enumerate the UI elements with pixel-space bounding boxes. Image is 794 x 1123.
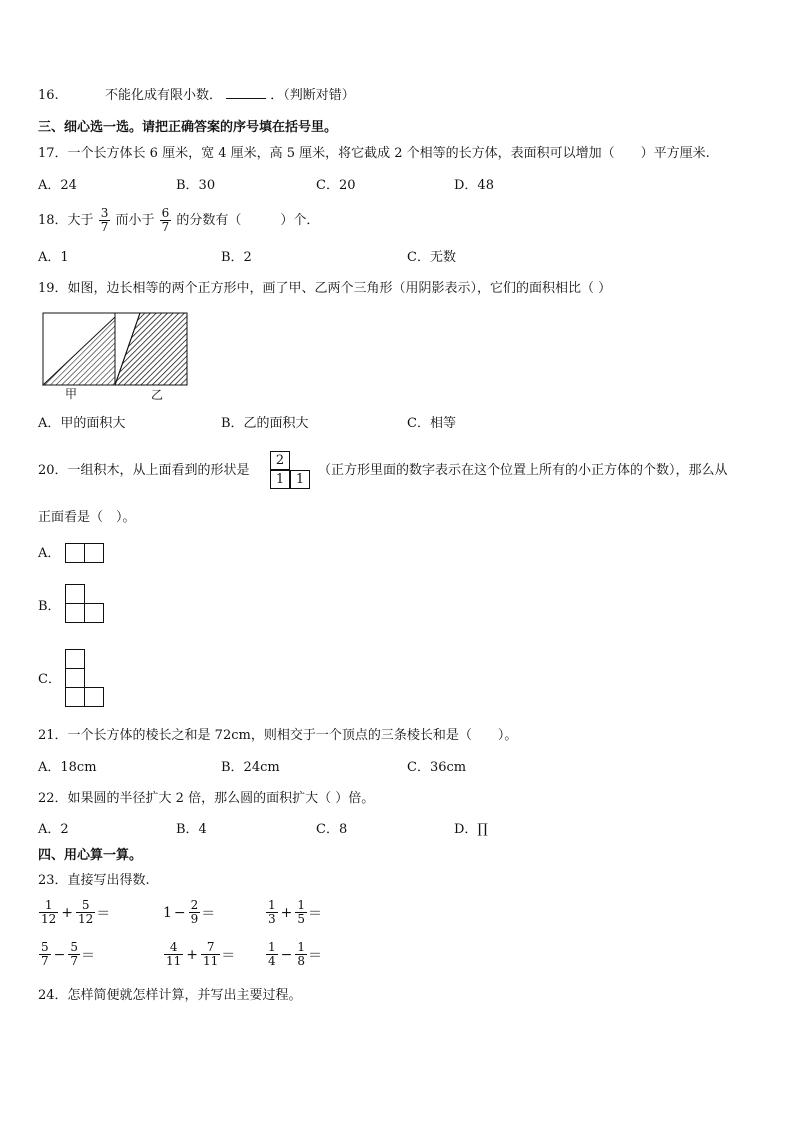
q22-option-d[interactable]: D．∏ (454, 822, 488, 837)
q20-top-cell (270, 451, 290, 470)
q20-prefix: 20．一组积木，从上面看到的形状是 (38, 463, 250, 478)
q21-option-a[interactable]: A．18cm (38, 760, 97, 775)
q23-e6-frac-a (266, 941, 278, 968)
q23-e6-frac-b (295, 941, 307, 968)
q20-option-b-figure[interactable] (65, 584, 105, 626)
q21-option-b[interactable]: B．24cm (221, 760, 280, 775)
q23-e5-frac-b (201, 941, 220, 968)
q23-expr-1 (38, 899, 110, 926)
q18-option-b[interactable]: B．2 (221, 250, 252, 265)
denominator: 12 (78, 912, 94, 926)
denominator: 5 (297, 912, 306, 926)
equals: ＝ (81, 947, 96, 964)
equals: ＝ (308, 947, 323, 964)
q17-option-d[interactable]: D．48 (454, 178, 494, 193)
q18-option-a[interactable]: A．1 (38, 250, 69, 265)
q18 (38, 206, 319, 236)
q23-expr-2 (163, 899, 215, 926)
q22-option-b[interactable]: B．4 (176, 822, 207, 837)
q23-expr-6 (265, 941, 322, 968)
q18-f2-denominator: 7 (161, 220, 170, 234)
q20-suffix: （正方形里面的数字表示在这个位置上所有的小正方体的个数），那么从 (318, 463, 728, 478)
q23-e3-frac-b (295, 899, 307, 926)
q18-mid: 而小于 (115, 213, 155, 228)
equals: ＝ (96, 905, 111, 922)
numerator: 1 (268, 898, 276, 912)
equals: ＝ (201, 905, 216, 922)
equals: ＝ (308, 905, 323, 922)
q20-option-a-label[interactable]: A． (38, 546, 61, 561)
q20-option-a-figure[interactable] (65, 543, 105, 565)
q18-suffix: 的分数有（ ）个． (176, 213, 320, 228)
operator: − (53, 946, 66, 963)
denominator: 8 (297, 954, 306, 968)
q20-top-cell-number: 2 (275, 453, 285, 468)
q19-triangle-jia (43, 317, 115, 385)
q17-text: 17．一个长方体长 6 厘米，宽 4 厘米，高 5 厘米，将它截成 2 个相等的长方体，表面积可以增加（ ）平方厘米. (38, 146, 710, 161)
q21-option-c[interactable]: C．36cm (407, 760, 467, 775)
q20-option-b-label[interactable]: B． (38, 599, 61, 614)
q23-e4-frac-a (39, 941, 51, 968)
denominator: 11 (203, 954, 219, 968)
denominator: 11 (166, 954, 182, 968)
q20-option-c-label[interactable]: C． (38, 672, 61, 687)
q19-option-a[interactable]: A．甲的面积大 (38, 416, 126, 431)
q23-e3-frac-a (266, 899, 278, 926)
q19-label-yi: 乙 (151, 388, 164, 402)
q17-option-c[interactable]: C．20 (316, 178, 356, 193)
numerator: 4 (164, 941, 183, 955)
q23-text: 23．直接写出得数. (38, 873, 150, 888)
operator: − (280, 946, 293, 963)
q18-f1-denominator: 7 (100, 220, 109, 234)
q22-option-a[interactable]: A．2 (38, 822, 69, 837)
whole-number: 1 (163, 904, 172, 921)
numerator: 1 (268, 940, 276, 954)
denominator: 3 (268, 912, 276, 926)
denominator: 12 (41, 912, 57, 926)
q17-option-a[interactable]: A．24 (38, 178, 77, 193)
q19-option-c[interactable]: C．相等 (407, 416, 456, 431)
q16-text: 不能化成有限小数． (104, 88, 222, 103)
q19-option-b[interactable]: B．乙的面积大 (221, 416, 309, 431)
q20-top-view-grid (270, 451, 310, 489)
operator: + (61, 904, 74, 921)
q18-f1-numerator: 3 (100, 206, 109, 220)
q17-option-b[interactable]: B．30 (176, 178, 216, 193)
q19-label-jia: 甲 (65, 387, 78, 401)
q21-text: 21．一个长方体的棱长之和是 72cm，则相交于一个顶点的三条棱长和是（ ）。 (38, 728, 518, 743)
q18-prefix: 18．大于 (38, 213, 94, 228)
q20-bottom-right-cell (290, 470, 310, 489)
q18-f2-numerator: 6 (161, 206, 170, 220)
q22-text: 22．如果圆的半径扩大 2 倍，那么圆的面积扩大（ ）倍。 (38, 791, 375, 806)
section4-heading: 四、用心算一算。 (38, 848, 143, 863)
section3-heading: 三、细心选一选。请把正确答案的序号填在括号里。 (38, 120, 338, 135)
denominator: 7 (41, 954, 49, 968)
numerator: 5 (70, 940, 79, 954)
q23-expr-4 (38, 941, 95, 968)
numerator: 5 (41, 940, 49, 954)
q23-expr-5 (163, 941, 235, 968)
q23-e5-frac-a (164, 941, 183, 968)
q19-squares-figure (40, 310, 192, 390)
q18-option-c[interactable]: C．无数 (407, 250, 456, 265)
q23-e1-frac-b (76, 899, 95, 926)
q23-e2-frac-b (189, 899, 201, 926)
numerator: 5 (76, 899, 95, 913)
q24-text: 24．怎样简便就怎样计算，并写出主要过程。 (38, 988, 302, 1003)
q16-number: 16. (38, 88, 59, 103)
q22-option-c[interactable]: C．8 (316, 822, 348, 837)
numerator: 1 (297, 898, 306, 912)
q20-line2: 正面看是（ ）。 (38, 510, 136, 525)
q20-bottom-right-number: 1 (295, 472, 305, 487)
numerator: 7 (201, 941, 220, 955)
q23-e4-frac-b (68, 941, 80, 968)
denominator: 9 (190, 912, 199, 926)
q20-bottom-left-cell (270, 470, 290, 489)
numerator: 1 (39, 899, 58, 913)
q20-option-c-figure[interactable] (65, 649, 105, 709)
denominator: 7 (70, 954, 79, 968)
numerator: 2 (190, 898, 199, 912)
q19-text: 19．如图，边长相等的两个正方形中，画了甲、乙两个三角形（用阴影表示），它们的面积相比（ ） (38, 281, 612, 296)
q23-expr-3 (265, 899, 322, 926)
q16 (38, 86, 355, 105)
denominator: 4 (268, 954, 276, 968)
operator: + (280, 904, 293, 921)
q23-e1-frac-a (39, 899, 58, 926)
equals: ＝ (221, 947, 236, 964)
q16-suffix: ．（判断对错） (270, 88, 355, 103)
operator: + (186, 946, 199, 963)
q20-bottom-left-number: 1 (275, 472, 285, 487)
q18-fraction-1 (99, 207, 111, 234)
numerator: 1 (297, 940, 306, 954)
operator: − (173, 904, 186, 921)
q18-fraction-2 (160, 207, 172, 234)
q16-answer-blank[interactable] (226, 86, 266, 99)
